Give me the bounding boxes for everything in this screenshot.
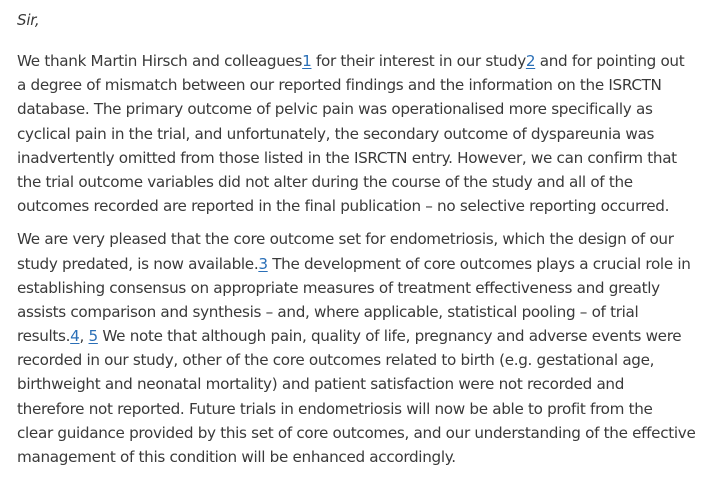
text-line (17, 73, 711, 97)
text-segment: database. The primary outcome of pelvic pain was operationalised more specifically as (17, 100, 653, 119)
text-segment: establishing consensus on appropriate measures of treatment effectiveness and greatly (17, 278, 660, 297)
text-segment: study predated, is now available. (17, 254, 259, 273)
text-segment: therefore not reported. Future trials in endometriosis will now be able to profit from the (17, 399, 653, 418)
text-line (17, 276, 711, 300)
text-line (17, 252, 711, 276)
text-segment: management of this condition will be enhanced accordingly. (17, 448, 456, 466)
text-segment: the trial outcome variables did not alter during the course of the study and all of the (17, 172, 633, 191)
text-segment: for their interest in our study (311, 52, 526, 70)
text-segment: a degree of mismatch between our reported findings and the information on the ISRCTN (17, 76, 662, 95)
text-segment: and for pointing out (535, 52, 685, 70)
text-segment: recorded in our study, other of the core outcomes related to birth (e.g. gestational age, (17, 351, 655, 370)
text-line (17, 397, 711, 421)
text-segment: results. (17, 327, 71, 346)
text-line (17, 445, 711, 469)
text-line (17, 122, 711, 146)
text-segment: We are very pleased that the core outcome set for endometriosis, which the design of our (17, 230, 674, 249)
text-segment: , (79, 327, 89, 346)
text-segment: The development of core outcomes plays a crucial role in (267, 254, 691, 273)
text-line (17, 421, 711, 445)
reference-link-1[interactable]: 1 (302, 52, 312, 70)
text-segment: We thank Martin Hirsch and colleagues (17, 52, 303, 70)
paragraph-1 (17, 49, 711, 218)
text-line (17, 324, 711, 348)
text-segment: clear guidance provided by this set of core outcomes, and our understanding of the effective (17, 423, 696, 442)
text-line (17, 300, 711, 324)
text-segment: We note that although pain, quality of life, pregnancy and adverse events were (97, 327, 682, 346)
text-line (17, 194, 711, 218)
text-line (17, 227, 711, 251)
text-line (17, 170, 711, 194)
text-line (17, 97, 711, 121)
text-segment: outcomes recorded are reported in the final publication – no selective reporting occurred. (17, 197, 670, 216)
text-line (17, 49, 711, 73)
letter-paragraphs (17, 49, 711, 469)
paragraph-2 (17, 227, 711, 469)
letter-body (17, 8, 711, 478)
reference-link-2[interactable]: 2 (525, 52, 536, 70)
text-line (17, 348, 711, 372)
text-line (17, 146, 711, 170)
text-segment: birthweight and neonatal mortality) and patient satisfaction were not recorded and (17, 375, 625, 394)
reference-link-3[interactable]: 3 (258, 254, 268, 273)
salutation: Sir, (17, 11, 40, 29)
text-line (17, 372, 711, 396)
reference-link-4[interactable]: 4 (70, 327, 80, 346)
text-segment: inadvertently omitted from those listed in the ISRCTN entry. However, we can confirm that (17, 148, 677, 167)
text-segment: cyclical pain in the trial, and unfortunately, the secondary outcome of dyspareunia was (17, 124, 655, 143)
reference-link-5[interactable]: 5 (88, 327, 98, 346)
text-segment: assists comparison and synthesis – and, where applicable, statistical pooling – of trial (17, 302, 639, 321)
